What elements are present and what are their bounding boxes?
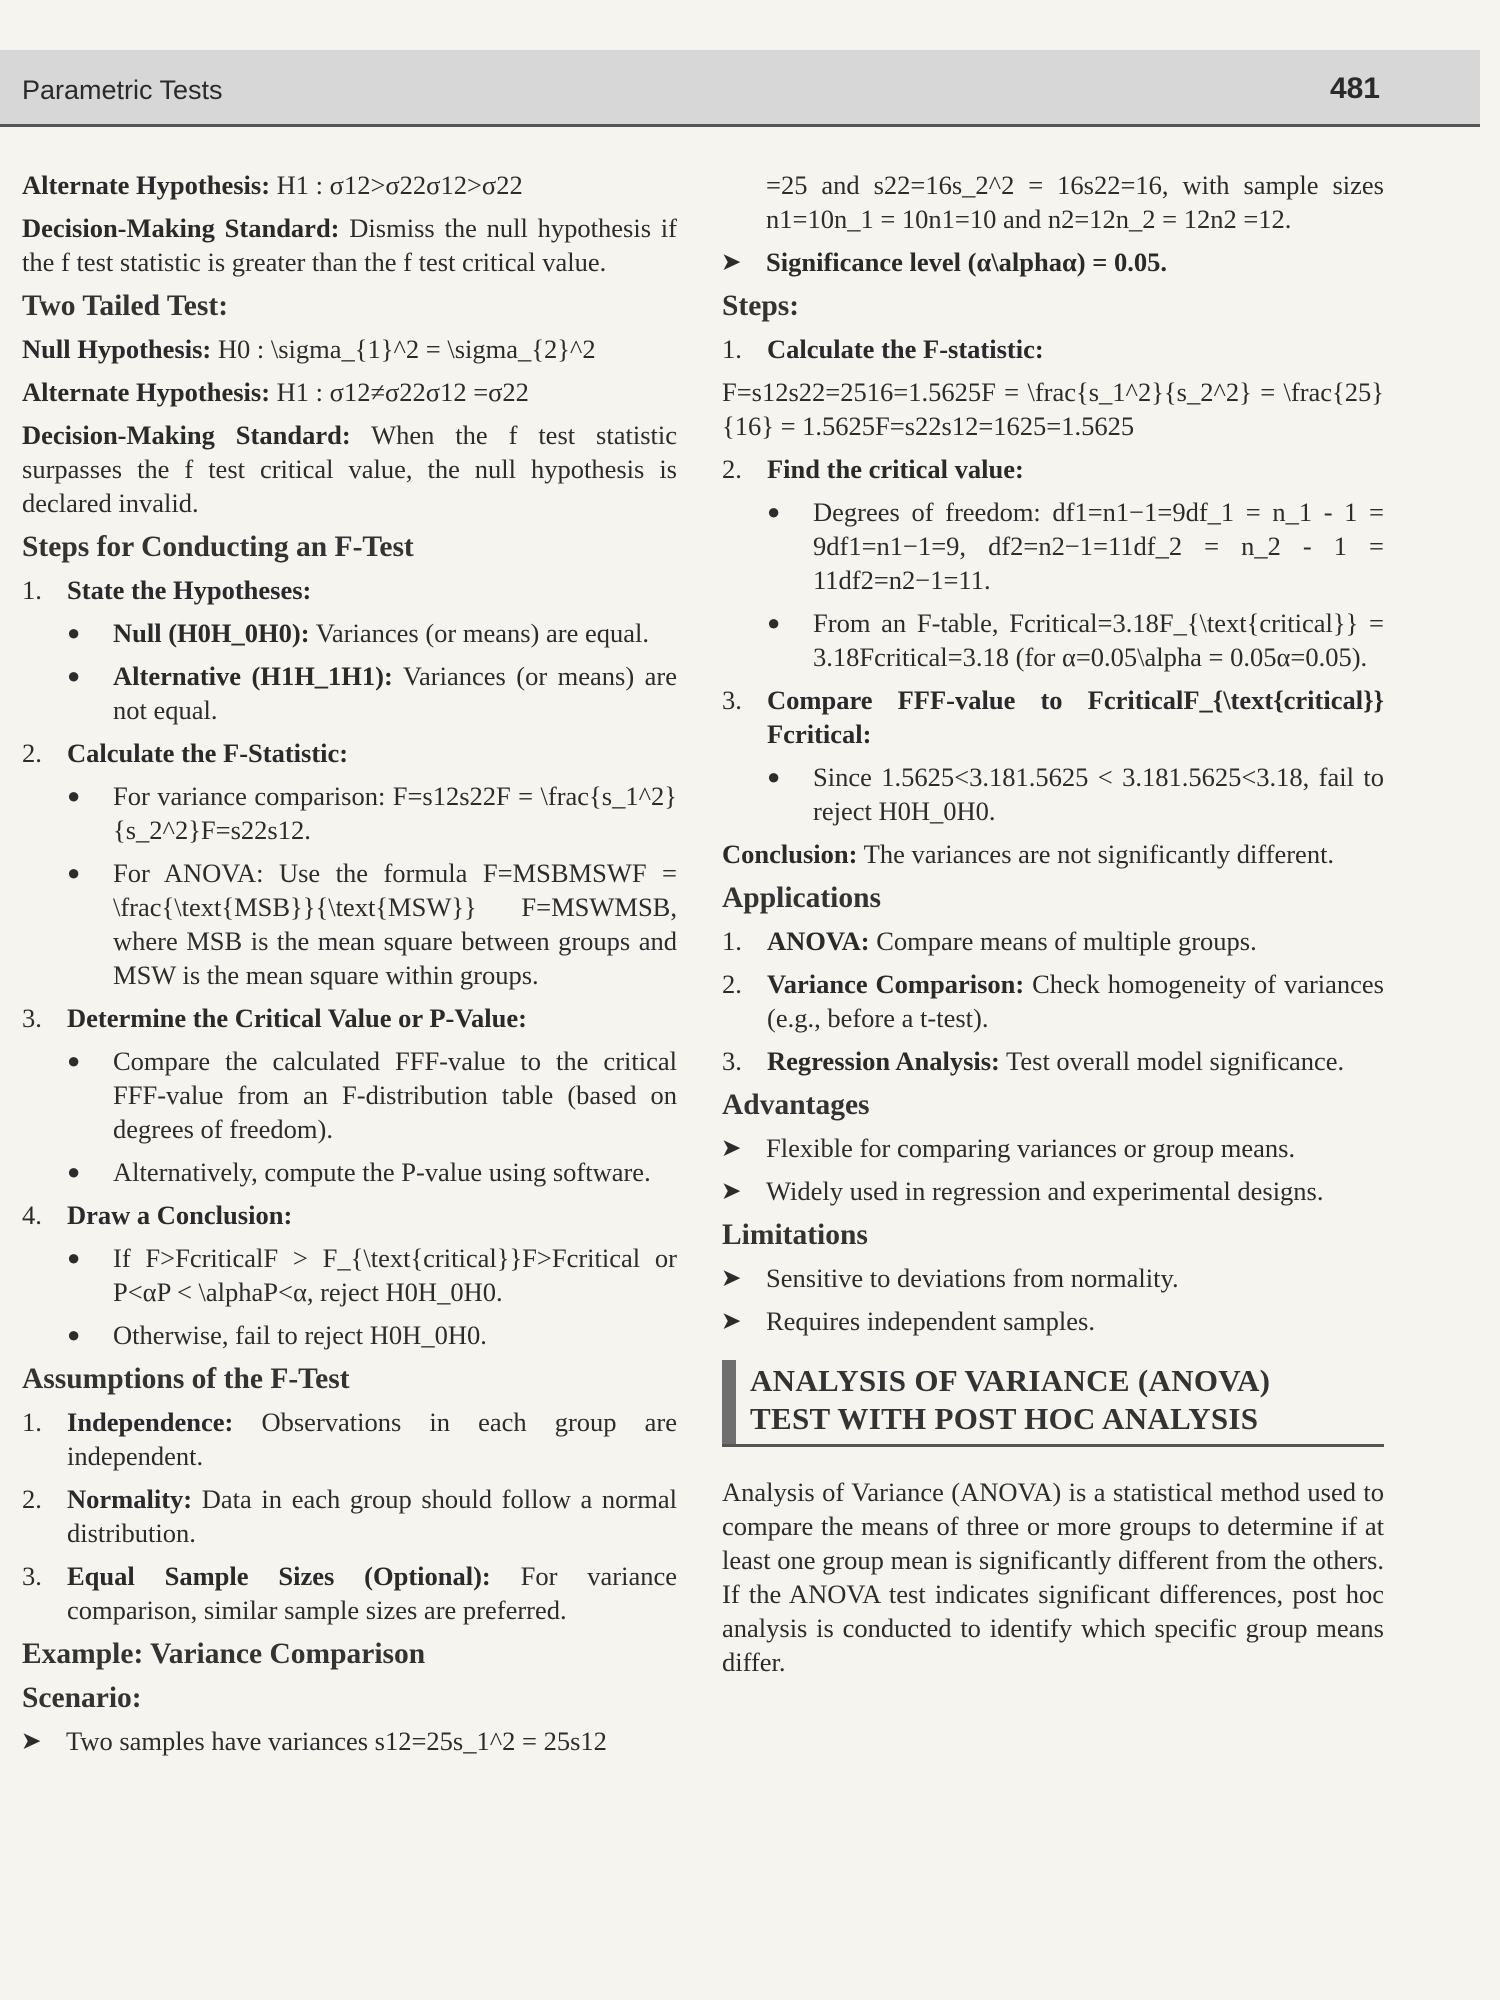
example-heading: Example: Variance Comparison: [22, 1638, 426, 1670]
list-item: 1. State the Hypotheses:: [22, 575, 312, 605]
bullet-icon: ●: [767, 610, 781, 635]
page-number: 481: [1329, 72, 1380, 105]
alternate-hypothesis-2: Alternate Hypothesis: H1 : σ12≠σ22σ12 =σ22: [22, 377, 529, 407]
anova-section-heading: ANALYSIS OF VARIANCE (ANOVA) TEST WITH POST HOC ANALYSIS: [722, 1360, 1384, 1447]
scenario-heading: Scenario:: [22, 1682, 142, 1714]
list-item: ➤ Flexible for comparing variances or group means.: [722, 1133, 1296, 1163]
list-item: ● Alternative (H1H_1H1): Variances (or means) are not equal.: [67, 661, 677, 725]
list-item: ● Compare the calculated FFF-value to the critical FFF-value from an F-distribution table (based on degrees of freedom).: [67, 1046, 677, 1144]
list-item: ➤ Two samples have variances s12=25s_1^2 = 25s12: [22, 1726, 607, 1756]
alternate-hypothesis-1: Alternate Hypothesis: H1 : σ12>σ22σ12>σ22: [22, 170, 523, 200]
steps-heading: Steps:: [722, 290, 800, 322]
list-item: ➤ Sensitive to deviations from normality.: [722, 1263, 1179, 1293]
list-item: ● Otherwise, fail to reject H0H_0H0.: [67, 1320, 487, 1350]
list-item: ● For ANOVA: Use the formula F=MSBMSWF = \frac{\text{MSB}}{\text{MSW}} F=MSWMSB, where MSB is the mean square between groups and MSW is the mean square within groups.: [67, 858, 677, 990]
advantages-heading: Advantages: [722, 1089, 870, 1121]
bullet-icon: ●: [67, 1159, 81, 1184]
list-item: ● Null (H0H_0H0): Variances (or means) are equal.: [67, 618, 649, 648]
decision-standard-2: Decision-Making Standard: When the f test statistic surpasses the f test critical value, the null hypothesis is declared invalid.: [22, 420, 677, 518]
arrow-bullet-icon: ➤: [722, 1308, 741, 1333]
list-item: ● Since 1.5625<3.181.5625 < 3.181.5625<3.18, fail to reject H0H_0H0.: [767, 762, 1384, 826]
list-item: 3. Regression Analysis: Test overall model significance.: [722, 1046, 1345, 1076]
list-item: 1. Independence: Observations in each group are independent.: [22, 1407, 677, 1471]
bullet-icon: ●: [767, 764, 781, 789]
bullet-icon: ●: [67, 1322, 81, 1347]
scenario-continued: =25 and s22=16s_2^2 = 16s22=16, with sample sizes n1=10n_1 = 10n1=10 and n2=12n_2 = 12n2 =12.: [766, 170, 1384, 234]
list-item: ● If F>FcriticalF > F_{\text{critical}}F>Fcritical or P<αP < \alphaP<α, reject H0H_0H0.: [67, 1243, 677, 1307]
list-item: ● For variance comparison: F=s12s22F = \frac{s_1^2}{s_2^2}F=s22s12.: [67, 781, 677, 845]
assumptions-heading: Assumptions of the F-Test: [22, 1363, 350, 1395]
bullet-icon: ●: [67, 1048, 81, 1073]
f-statistic-formula: F=s12s22=2516=1.5625F = \frac{s_1^2}{s_2^2} = \frac{25}{16} = 1.5625F=s22s12=1625=1.5625: [722, 377, 1384, 441]
bullet-icon: ●: [67, 783, 81, 808]
list-item: ● Degrees of freedom: df1=n1−1=9df_1 = n_1 - 1 = 9df1=n1−1=9, df2=n2−1=11df_2 = n_2 - 1 = 11df2=n2−1=11.: [767, 497, 1384, 595]
list-item: 3. Compare FFF-value to FcriticalF_{\text{critical}} Fcritical:: [722, 685, 1384, 749]
list-item: ● From an F-table, Fcritical=3.18F_{\text{critical}} = 3.18Fcritical=3.18 (for α=0.05\alpha = 0.05α=0.05).: [767, 608, 1384, 672]
bullet-icon: ●: [67, 860, 81, 885]
arrow-bullet-icon: ➤: [722, 249, 741, 274]
list-item: 2. Calculate the F-Statistic:: [22, 738, 349, 768]
anova-paragraph: Analysis of Variance (ANOVA) is a statistical method used to compare the means of three or more groups to determine if at least one group mean is significantly different from the others. If the ANOVA test indicates significant differences, post hoc analysis is conducted to identify which specific group means differ.: [722, 1477, 1384, 1677]
arrow-bullet-icon: ➤: [722, 1135, 741, 1160]
arrow-bullet-icon: ➤: [722, 1178, 741, 1203]
null-hypothesis-2: Null Hypothesis: H0 : \sigma_{1}^2 = \sigma_{2}^2: [22, 334, 596, 364]
running-header: [0, 50, 1480, 127]
bullet-icon: ●: [67, 663, 81, 688]
list-item: 2. Variance Comparison: Check homogeneity of variances (e.g., before a t-test).: [722, 969, 1384, 1033]
list-item: 2. Normality: Data in each group should follow a normal distribution.: [22, 1484, 677, 1548]
arrow-bullet-icon: ➤: [722, 1265, 741, 1290]
bullet-icon: ●: [767, 499, 781, 524]
applications-heading: Applications: [722, 882, 882, 914]
arrow-bullet-icon: ➤: [22, 1728, 41, 1753]
list-item: ● Alternatively, compute the P-value using software.: [67, 1157, 651, 1187]
list-item: ➤ Requires independent samples.: [722, 1306, 1095, 1336]
list-item: ➤ Significance level (α\alphaα) = 0.05.: [722, 247, 1167, 277]
list-item: 1. ANOVA: Compare means of multiple groups.: [722, 926, 1257, 956]
list-item: 3. Equal Sample Sizes (Optional): For variance comparison, similar sample sizes are preferred.: [22, 1561, 677, 1625]
conclusion: Conclusion: The variances are not significantly different.: [722, 839, 1335, 869]
list-item: 1. Calculate the F-statistic:: [722, 334, 1044, 364]
two-tailed-heading: Two Tailed Test:: [22, 290, 229, 322]
decision-standard-1: Decision-Making Standard: Dismiss the null hypothesis if the f test statistic is greater than the f test critical value.: [22, 213, 677, 277]
chapter-title: Parametric Tests: [22, 75, 223, 105]
list-item: 4. Draw a Conclusion:: [22, 1200, 293, 1230]
bullet-icon: ●: [67, 620, 81, 645]
right-column: [722, 168, 1384, 1688]
list-item: ➤ Widely used in regression and experimental designs.: [722, 1176, 1324, 1206]
steps-heading: Steps for Conducting an F-Test: [22, 531, 414, 563]
heading-bar-marker: [722, 1360, 736, 1444]
bullet-icon: ●: [67, 1245, 81, 1270]
left-column: [22, 168, 677, 1767]
list-item: 3. Determine the Critical Value or P-Value:: [22, 1003, 527, 1033]
list-item: 2. Find the critical value:: [722, 454, 1024, 484]
limitations-heading: Limitations: [722, 1219, 868, 1251]
